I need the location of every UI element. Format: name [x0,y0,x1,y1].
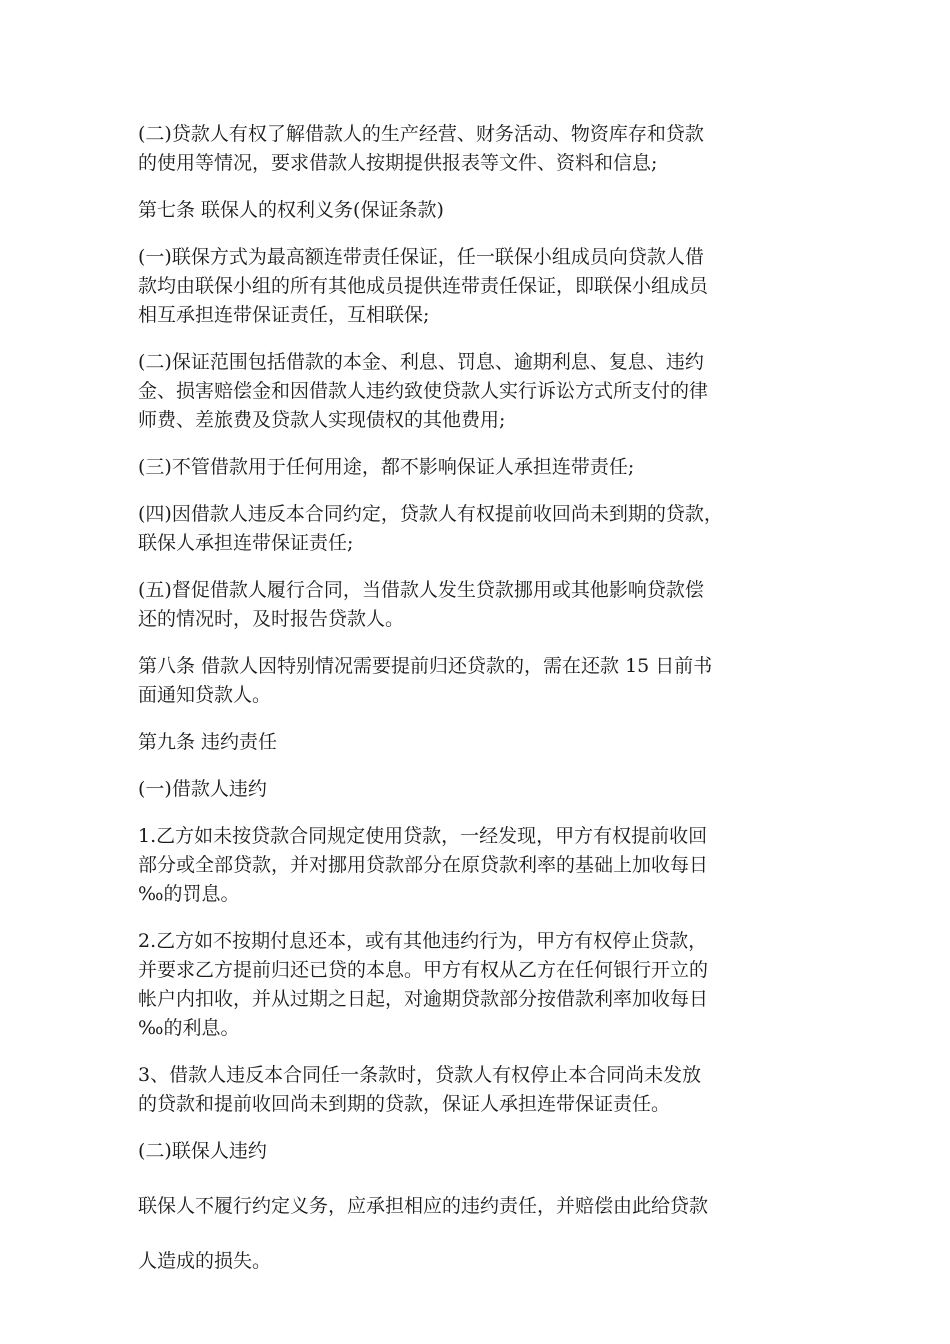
paragraph-guarantee-3 [138,453,828,482]
text-line: 金、损害赔偿金和因借款人违约致使贷款人实行诉讼方式所支付的律 [138,380,709,402]
text-line: 2.乙方如不按期付息还本，或有其他违约行为，甲方有权停止贷款， [138,930,708,952]
text-line: (五)督促借款人履行合同，当借款人发生贷款挪用或其他影响贷款偿 [138,579,704,601]
text-line: 第九条 违约责任 [138,731,278,753]
text-line: 的贷款和提前收回尚未到期的贷款，保证人承担连带保证责任。 [138,1093,671,1115]
document-body [138,120,828,1294]
text-line: (三)不管借款用于任何用途，都不影响保证人承担连带责任; [138,456,635,478]
text-line: 款均由联保小组的所有其他成员提供连带责任保证，即联保小组成员 [138,275,709,297]
text-line: 还的情况时，及时报告贷款人。 [138,608,405,630]
paragraph-guarantee-4 [138,500,828,558]
text-line: ‰的罚息。 [138,883,240,905]
text-line: 人造成的损失。 [138,1250,272,1272]
text-line: (二)联保人违约 [138,1140,267,1162]
paragraph-guarantee-5 [138,576,828,634]
paragraph-lender-rights-2 [138,120,828,178]
text-line: 的使用等情况，要求借款人按期提供报表等文件、资料和信息; [138,152,658,174]
text-line: 联保人不履行约定义务，应承担相应的违约责任，并赔偿由此给贷款 [138,1195,709,1217]
text-line: 1.乙方如未按贷款合同规定使用贷款，一经发现，甲方有权提前收回 [138,825,708,847]
borrower-default-item-3 [138,1061,828,1119]
article-9-heading [138,728,828,757]
borrower-default-item-2 [138,927,828,1043]
guarantor-default-paragraph-end [138,1247,828,1276]
text-line: 帐户内扣收，并从过期之日起，对逾期贷款部分按借款利率加收每日 [138,988,709,1010]
paragraph-guarantee-2 [138,348,828,435]
text-line: (一)联保方式为最高额连带责任保证，任一联保小组成员向贷款人借 [138,246,704,268]
text-line: 第八条 借款人因特别情况需要提前归还贷款的，需在还款 15 日前书 [138,655,713,677]
text-line: 相互承担连带保证责任，互相联保; [138,304,430,326]
text-line: 部分或全部贷款，并对挪用贷款部分在原贷款利率的基础上加收每日 [138,854,709,876]
text-line: (二)保证范围包括借款的本金、利息、罚息、逾期利息、复息、违约 [138,351,704,373]
borrower-default-heading [138,775,828,804]
article-7-heading [138,196,828,225]
text-line: 联保人承担连带保证责任; [138,532,354,554]
text-line: 并要求乙方提前归还已贷的本息。甲方有权从乙方在任何银行开立的 [138,959,709,981]
text-line: 第七条 联保人的权利义务(保证条款) [138,199,444,221]
paragraph-guarantee-1 [138,243,828,330]
text-line: 面通知贷款人。 [138,684,272,706]
text-line: (四)因借款人违反本合同约定，贷款人有权提前收回尚未到期的贷款， [138,503,723,525]
article-8-paragraph [138,652,828,710]
guarantor-default-paragraph [138,1192,828,1221]
borrower-default-item-1 [138,822,828,909]
guarantor-default-heading [138,1137,828,1166]
text-line: 3、借款人违反本合同任一条款时，贷款人有权停止本合同尚未发放 [138,1064,702,1086]
text-line: (一)借款人违约 [138,778,267,800]
text-line: 师费、差旅费及贷款人实现债权的其他费用; [138,409,506,431]
text-line: (二)贷款人有权了解借款人的生产经营、财务活动、物资库存和贷款 [138,123,704,145]
text-line: ‰的利息。 [138,1017,240,1039]
